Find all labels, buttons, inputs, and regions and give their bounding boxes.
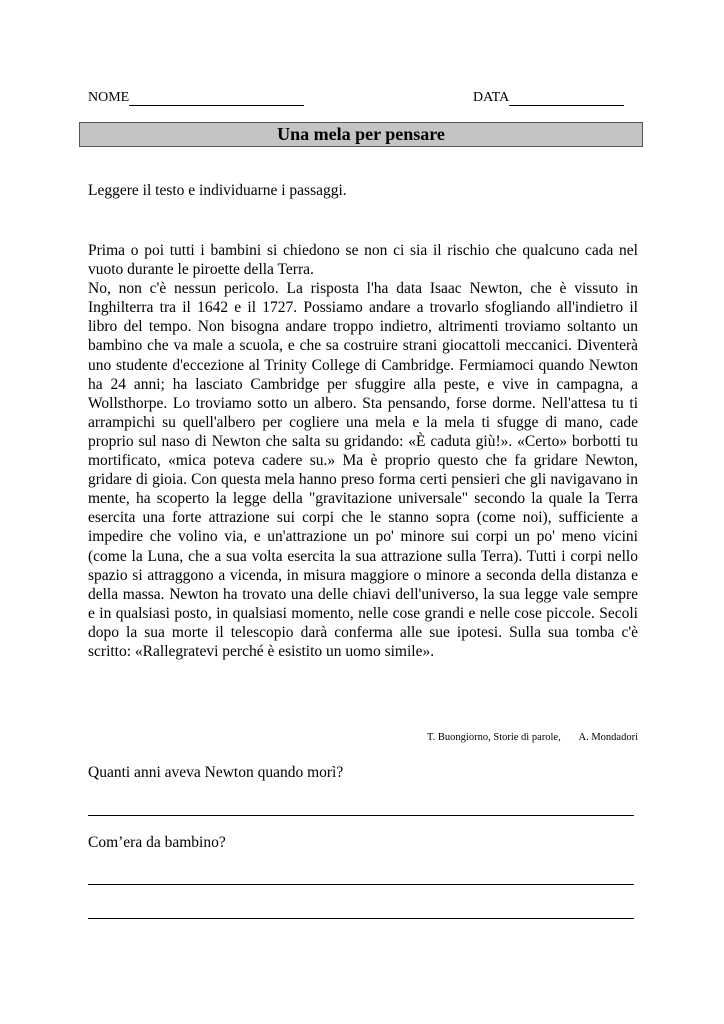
source-citation: T. Buongiorno, Storie di parole, A. Mondadori: [427, 732, 638, 743]
answer-line-2[interactable]: [88, 884, 634, 885]
date-label: DATA: [473, 90, 510, 105]
answer-line-3[interactable]: [88, 918, 634, 919]
name-label: NOME: [88, 90, 130, 105]
name-field[interactable]: [88, 90, 304, 106]
name-blank-line[interactable]: [129, 91, 304, 106]
title-banner: [79, 122, 643, 147]
question-1: Quanti anni aveva Newton quando morì?: [88, 764, 344, 781]
page-title: Una mela per pensare: [277, 124, 445, 144]
student-info-header: [88, 90, 636, 110]
passage-paragraph: Prima o poi tutti i bambini si chiedono se non ci sia il rischio che qualcuno cada nel vuoto durante le piroette della Terra.: [88, 242, 638, 279]
date-blank-line[interactable]: [509, 91, 624, 106]
date-field[interactable]: [473, 90, 624, 106]
instruction-text: Leggere il testo e individuarne i passaggi.: [88, 182, 347, 199]
reading-passage: [88, 241, 638, 661]
question-2: Com’era da bambino?: [88, 834, 226, 851]
passage-paragraph: No, non c'è nessun pericolo. La risposta l'ha data Isaac Newton, che è vissuto in Inghilterra tra il 1642 e il 1727. Possiamo andare a trovarlo sfogliando all'indietro il libro del tempo. Non bisogna andare troppo indietro, altrimenti troviamo soltanto un bambino che va male a scuola, e che sa costruire strani giocattoli meccanici. Diventerà uno studente d'eccezione al Trinity College di Cambridge. Fermiamoci quando Newton ha 24 anni; ha lasciato Cambridge per sfuggire alla peste, e vive in campagna, a Wollsthorpe. Lo troviamo sotto un albero. Sta pensando, forse dorme. Nell'attesa tu ti arrampichi su quell'albero per cogliere una mela e la mela ti sfugge di mano, cade proprio sul naso di Newton che salta su gridando: «È caduta giù!». «Certo» borbotti tu mortificato, «mica poteva cadere su.» Ma è proprio questo che fa gridare Newton, gridare di gioia. Con questa mela hanno preso forma certi pensieri che gli navigavano in mente, ha scoperto la legge della "gravitazione universale" secondo la quale la Terra esercita una forte attrazione sui corpi che le stanno sopra (come noi), sufficiente a impedire che volino via, e un'attrazione un po' minore sui corpi un po' meno vicini (come la Luna, che a sua volta esercita la sua attrazione sulla Terra). Tutti i corpi nello spazio si attraggono a vicenda, in misura maggiore o minore a seconda della distanza e della massa. Newton ha trovato una delle chiavi dell'universo, la sua legge vale sempre e in qualsiasi posto, in qualsiasi momento, nelle cose grandi e nelle cose piccole. Secoli dopo la sua morte il telescopio darà conferma alle sue ipotesi. Sulla sua tomba c'è scritto: «Rallegratevi perché è esistito un uomo simile».: [88, 280, 638, 660]
answer-line-1[interactable]: [88, 815, 634, 816]
